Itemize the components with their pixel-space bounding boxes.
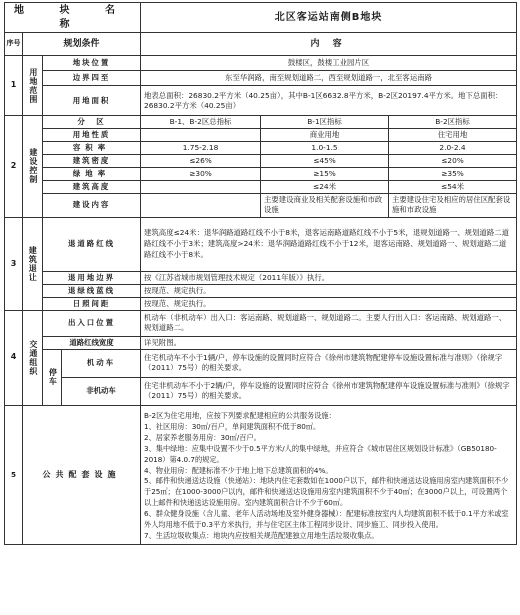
s1-boundary-label: 边界四至 <box>43 71 141 86</box>
s2-label: 建设控制 <box>23 116 43 218</box>
s5-num: 5 <box>5 405 23 544</box>
s2-height-b2: ≤54米 <box>389 180 517 193</box>
s2-row-green <box>5 167 517 180</box>
s3-boundary-label: 退用地边界 <box>43 271 141 284</box>
s2-num: 2 <box>5 116 23 218</box>
s3-row-boundary <box>5 271 517 284</box>
s4-row-car <box>5 349 517 377</box>
s4-bike-label: 非机动车 <box>62 377 141 405</box>
s2-zone-label: 分 区 <box>43 116 141 129</box>
s3-greenline-value: 按现范、规定执行。 <box>141 284 517 297</box>
s2-content-label: 建设内容 <box>43 193 141 217</box>
s2-density-b1: ≤45% <box>261 154 389 167</box>
s2-row-head <box>5 116 517 129</box>
s4-width-value: 详见附图。 <box>141 336 517 349</box>
s2-green-total: ≥30% <box>141 167 261 180</box>
s1-label: 用地范围 <box>23 56 43 116</box>
s2-landuse-label: 用地性质 <box>43 128 141 141</box>
s2-green-b2: ≥35% <box>389 167 517 180</box>
s4-width-label: 道路红线宽度 <box>43 336 141 349</box>
item-header: 规划条件 <box>23 33 141 56</box>
s4-row-bike <box>5 377 517 405</box>
block-name-label: 地 块 名 称 <box>5 3 141 33</box>
s4-entry-label: 出入口位置 <box>43 310 141 336</box>
s4-car-label: 机动车 <box>62 349 141 377</box>
seq-header: 序号 <box>5 33 23 56</box>
s4-row-entry <box>5 310 517 336</box>
s5-line-2: 2、居家养老服务用房：30㎡/百户。 <box>144 432 261 442</box>
s1-row-area <box>5 86 517 116</box>
s4-label: 交通组织 <box>23 310 43 405</box>
s2-zone-total: B-1、B-2区总指标 <box>141 116 261 129</box>
content-header: 内 容 <box>141 33 517 56</box>
s5-line-7: 7、生活垃圾收集点：地块内应按相关规范配建独立用地生活垃圾收集点。 <box>144 531 379 541</box>
s3-num: 3 <box>5 217 23 310</box>
s4-bike-value: 住宅非机动车不小于2辆/户，停车设施的设置同时应符合《徐州市建筑物配建停车设施设置标准与准则》（徐规字（2011）75号）的相关要求。 <box>141 377 517 405</box>
s4-car-value: 住宅机动车不小于1辆/户，停车设施的设置同时应符合《徐州市建筑物配建停车设施设置标准与准则》（徐规字（2011）75号）的相关要求。 <box>141 349 517 377</box>
s1-row-location <box>5 56 517 71</box>
s3-row-road <box>5 217 517 271</box>
s1-boundary-value: 东至华润路，南至规划道路二，西至规划道路一，北至客运南路 <box>141 71 517 86</box>
planning-conditions-table <box>4 2 517 545</box>
s3-label: 建筑退让 <box>23 217 43 310</box>
s1-area-value: 地表总面积：26830.2平方米（40.25亩），其中B-1区6632.8平方米，B-2区20197.4平方米。地下总面积：26830.2平方米（40.25亩） <box>141 86 517 116</box>
s1-area-label: 用地面积 <box>43 86 141 116</box>
s2-row-density <box>5 154 517 167</box>
s4-num: 4 <box>5 310 23 405</box>
s2-zone-b2: B-2区指标 <box>389 116 517 129</box>
s5-label: 公共配套设施 <box>23 405 141 544</box>
block-name-value: 北区客运站南侧B地块 <box>141 3 517 33</box>
s4-parking-label: 停车 <box>43 349 62 405</box>
s2-row-height <box>5 180 517 193</box>
s2-density-label: 建筑密度 <box>43 154 141 167</box>
s1-row-boundary <box>5 71 517 86</box>
s2-density-total: ≤26% <box>141 154 261 167</box>
s4-row-width <box>5 336 517 349</box>
s2-row-landuse <box>5 128 517 141</box>
s5-row <box>5 405 517 544</box>
s5-line-4: 4、物业用房：配建标准不少于地上地下总建筑面积的4%。 <box>144 465 333 475</box>
planning-conditions-sheet <box>4 2 516 545</box>
s2-row-content <box>5 193 517 217</box>
s2-zone-b1: B-1区指标 <box>261 116 389 129</box>
s2-height-total <box>141 180 261 193</box>
s5-content <box>141 405 517 544</box>
s5-line-intro: B-2区为住宅用地，应按下列要求配建相应的公共服务设施： <box>144 410 336 420</box>
s2-green-label: 绿地率 <box>43 167 141 180</box>
s1-num: 1 <box>5 56 23 116</box>
s5-line-3: 3、集中绿地：应集中设置不少于0.5平方米/人的集中绿地，并应符合《城市居住区规划设计标准》（GB50180-2018）第4.0.7的规定。 <box>144 443 497 464</box>
s3-sunlight-label: 日照间距 <box>43 297 141 310</box>
s2-far-label: 容积率 <box>43 141 141 154</box>
s2-landuse-total <box>141 128 261 141</box>
s2-landuse-b1: 商业用地 <box>261 128 389 141</box>
header-row <box>5 3 517 33</box>
s2-far-b2: 2.0-2.4 <box>389 141 517 154</box>
s2-content-b2: 主要建设住宅及相应的居住区配套设施和市政设施 <box>389 193 517 217</box>
s4-entry-value: 机动车（非机动车）出入口：客运南路、规划道路一、规划道路二。主要人行出入口：客运南路、规划道路一、规划道路二。 <box>141 310 517 336</box>
s2-far-total: 1.75-2.18 <box>141 141 261 154</box>
s3-road-label: 退道路红线 <box>43 217 141 271</box>
s5-line-6: 6、群众健身设施（含儿童、老年人活动场地及室外健身器械）：配建标准按室内人均建筑面积不低于0.1平方米或室外人均用地不低于0.3平方米执行，并与住宅区主体工程同步设计、同步施工、同步投入使用。 <box>144 509 509 530</box>
s2-green-b1: ≥15% <box>261 167 389 180</box>
subheader-row <box>5 33 517 56</box>
s2-height-b1: ≤24米 <box>261 180 389 193</box>
s2-far-b1: 1.0-1.5 <box>261 141 389 154</box>
s2-content-total <box>141 193 261 217</box>
s3-sunlight-value: 按现范、规定执行。 <box>141 297 517 310</box>
s2-landuse-b2: 住宅用地 <box>389 128 517 141</box>
s3-road-value: 建筑高度≤24米：退华润路道路红线不小于8米，退客运南路道路红线不小于5米，退规划道路一、规划道路二道路红线不小于3米；建筑高度>24米：退华润路道路红线不小于12米，退客运南路、规划道路一、规划道路二道路红线不小于8米。 <box>141 217 517 271</box>
s5-line-5: 5、邮件和快递送达设施（快递站）：地块内住宅套数如在1000户以下，邮件和快递送达设施用房室内建筑面积不少于25㎡；在1000-3000户以内，邮件和快递送达设施用房室内建筑面积不少于40㎡；在3000户以上，可设置两个以上邮件和快递送达设施用房。室内建筑面积合计不少于60㎡。 <box>144 476 509 508</box>
s1-location-label: 地块位置 <box>43 56 141 71</box>
s2-content-b1: 主要建设商业及相关配套设施和市政设施 <box>261 193 389 217</box>
s3-row-greenline <box>5 284 517 297</box>
s2-row-far <box>5 141 517 154</box>
s5-line-1: 1、社区用房：30㎡/百户，单间建筑面积不低于80㎡。 <box>144 421 321 431</box>
s1-location-value: 鼓楼区，鼓楼工业园片区 <box>141 56 517 71</box>
s2-height-label: 建筑高度 <box>43 180 141 193</box>
s3-greenline-label: 退绿线蓝线 <box>43 284 141 297</box>
s2-density-b2: ≤20% <box>389 154 517 167</box>
s3-boundary-value: 按《江苏省城市规划管理技术规定（2011年版）》执行。 <box>141 271 517 284</box>
s3-row-sunlight <box>5 297 517 310</box>
